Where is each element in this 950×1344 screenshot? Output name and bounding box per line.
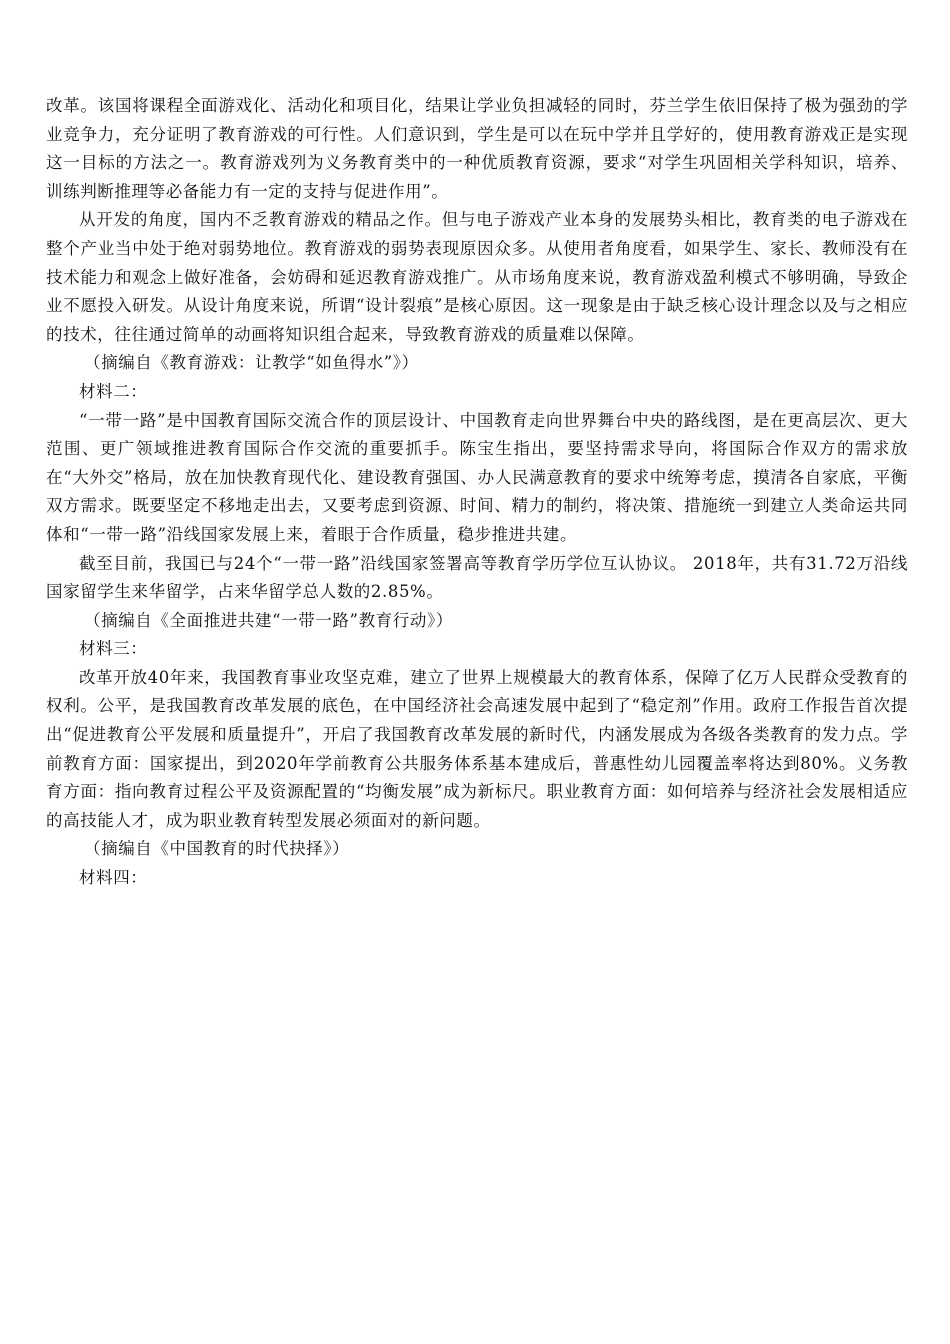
material-label-3: 材料三： (79, 639, 148, 659)
paragraph-belt-road-stats: 截至目前，我国已与24个“一带一路”沿线国家签署高等教育学历学位互认协议。 2018年，共有31.72万沿线国家留学生来华留学，占来华留学总人数的2.85%。 (46, 553, 908, 602)
source-citation-1: （摘编自《教育游戏：让教学“如鱼得水”》） (84, 353, 419, 373)
source-citation-2: （摘编自《全面推进共建“一带一路”教育行动》） (84, 610, 453, 630)
paragraph-development-angle: 从开发的角度，国内不乏教育游戏的精品之作。但与电子游戏产业本身的发展势头相比，教育类的电子游戏在整个产业当中处于绝对弱势地位。教育游戏的弱势表现原因众多。从使用者角度看，如果学生、家长、教师没有在技术能力和观念上做好准备，会妨碍和延迟教育游戏推广。从市场角度来说，教育游戏盈利模式不够明确，导致企业不愿投入研发。从设计角度来说，所谓“设计裂痕”是核心原因。这一现象是由于缺乏核心设计理念以及与之相应的技术，往往通过简单的动画将知识组合起来，导致教育游戏的质量难以保障。 (46, 210, 908, 344)
paragraph-reform-40-years: 改革开放40年来，我国教育事业攻坚克难，建立了世界上规模最大的教育体系，保障了亿万人民群众受教育的权利。公平，是我国教育改革发展的底色，在中国经济社会高速发展中起到了“稳定剂”作用。政府工作报告首次提出“促进教育公平发展和质量提升”，开启了我国教育改革发展的新时代，内涵发展成为各级各类教育的发力点。学前教育方面：国家提出，到2020年学前教育公共服务体系基本建成后，普惠性幼儿园覆盖率将达到80%。义务教育方面：指向教育过程公平及资源配置的“均衡发展”成为新标尺。职业教育方面：如何培养与经济社会发展相适应的高技能人才，成为职业教育转型发展必须面对的新问题。 (46, 667, 908, 830)
source-citation-3: （摘编自《中国教育的时代抉择》） (84, 839, 350, 859)
material-label-4: 材料四： (79, 868, 148, 888)
document-body (46, 92, 908, 893)
material-label-2: 材料二： (79, 381, 148, 401)
paragraph-finland-games: 改革。该国将课程全面游戏化、活动化和项目化，结果让学业负担减轻的同时，芬兰学生依旧保持了极为强劲的学业竞争力，充分证明了教育游戏的可行性。人们意识到，学生是可以在玩中学并且学好的，使用教育游戏正是实现这一目标的方法之一。教育游戏列为义务教育类中的一种优质教育资源，要求“对学生巩固相关学科知识，培养、训练判断推理等必备能力有一定的支持与促进作用”。 (46, 96, 908, 201)
paragraph-belt-road: “一带一路”是中国教育国际交流合作的顶层设计、中国教育走向世界舞台中央的路线图，是在更高层次、更大范围、更广领域推进教育国际合作交流的重要抓手。陈宝生指出，要坚持需求导向，将国际合作双方的需求放在“大外交”格局，放在加快教育现代化、建设教育强国、办人民满意教育的要求中统筹考虑，摸清各自家底，平衡双方需求。既要坚定不移地走出去，又要考虑到资源、时间、精力的制约，将决策、措施统一到建立人类命运共同体和“一带一路”沿线国家发展上来，着眼于合作质量，稳步推进共建。 (46, 410, 908, 544)
